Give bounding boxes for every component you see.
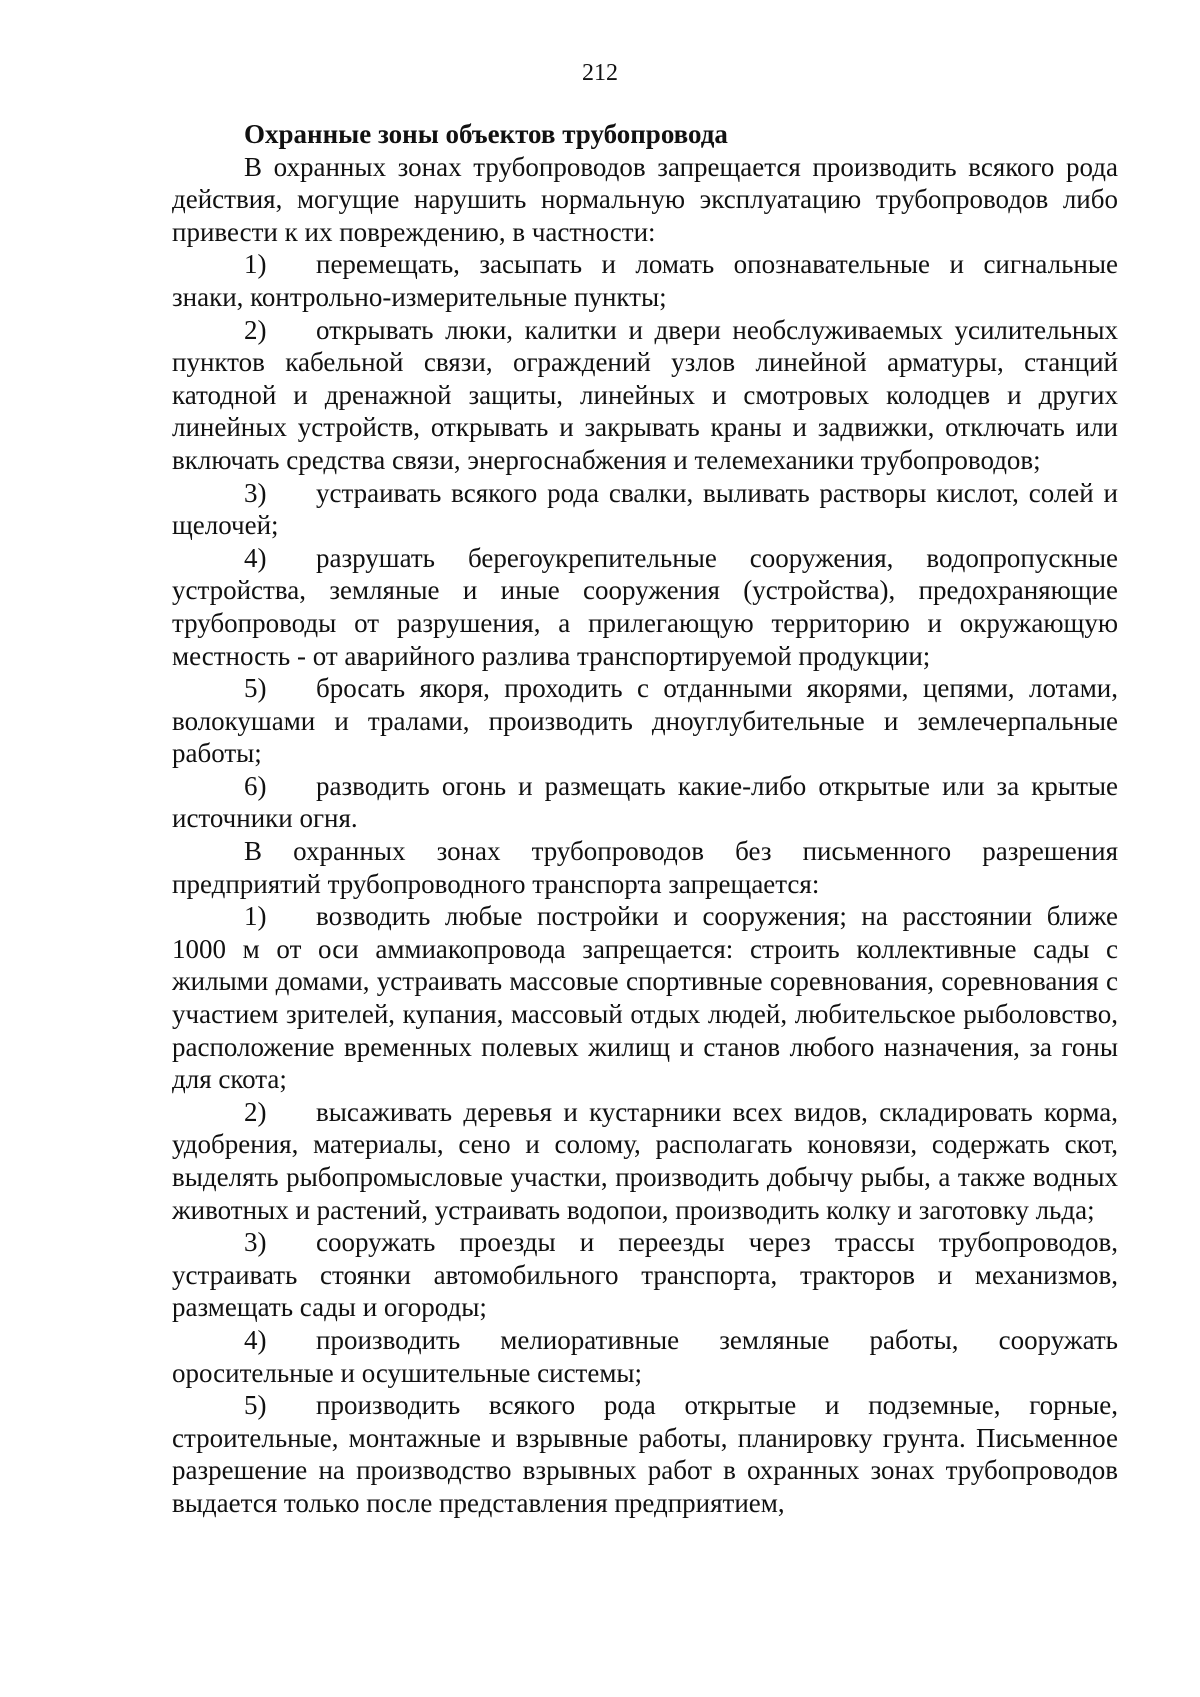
list-item-text: высаживать деревья и кустарники всех видов, складировать корма, удобрения, материалы, сено и солому, располагать коновязи, содержать скот, выделять рыбопромысловые участки, производить добычу рыбы, а также водных животных и растений, устраивать водопои, производить колку и заготовку льда; [172,1096,1118,1225]
page-content [172,118,1118,1520]
list1-item [172,770,1118,835]
list-item-text: бросать якоря, проходить с отданными якорями, цепями, лотами, волокушами и тралами, производить дноуглубительные и землечерпальные работы; [172,673,1118,769]
list2-item [172,1389,1118,1519]
list-item-text: разрушать берегоукрепительные сооружения, водопропускные устройства, земляные и иные сооружения (устройства), предохраняющие трубопроводы от разрушения, а прилегающую территорию и окружающую местность - от аварийного разлива транспортируемой продукции; [172,542,1118,671]
list1-item [172,477,1118,542]
list-item-text: устраивать всякого рода свалки, выливать растворы кислот, солей и щелочей; [172,477,1118,541]
list2-item [172,1096,1118,1226]
intro-paragraph-2: В охранных зонах трубопроводов без письменного разрешения предприятий трубопроводного транспорта запрещается: [172,836,1118,899]
list-item-text: сооружать проезды и переезды через трассы трубопроводов, устраивать стоянки автомобильного транспорта, тракторов и механизмов, размещать сады и огороды; [172,1227,1118,1323]
list-item-number: 5) [244,1390,267,1421]
page-number: 212 [582,60,618,86]
list-item-text: перемещать, засыпать и ломать опознавательные и сигнальные знаки, контрольно-измерительные пункты; [172,249,1118,312]
list-item-text: производить мелиоративные земляные работы, сооружать оросительные и осушительные системы; [172,1324,1118,1388]
list1-item [172,672,1118,770]
list-item-number: 1) [244,249,267,280]
list2-item [172,900,1118,1096]
list1-item [172,314,1118,477]
list-item-number: 5) [244,673,267,704]
intro-paragraph-1: В охранных зонах трубопроводов запрещается производить всякого рода действия, могущие нарушить нормальную эксплуатацию трубопроводов либо привести к их повреждению, в частности: [172,151,1118,247]
list-item-number: 3) [244,477,267,508]
list-item-text: открывать люки, калитки и двери необслуживаемых усилительных пунктов кабельной связи, ограждений узлов линейной арматуры, станций катодной и дренажной защиты, линейных и смотровых колодцев и других линейных устройств, открывать и закрывать краны и задвижки, отключать или включать средства связи, энергоснабжения и телемеханики трубопроводов; [172,314,1118,475]
list-item-number: 4) [244,542,267,573]
list-item-text: производить всякого рода открытые и подземные, горные, строительные, монтажные и взрывные работы, планировку грунта. Письменное разрешение на производство взрывных работ в охранных зонах трубопроводов выдается только после представления предприятием, [172,1390,1118,1518]
list-item-text: возводить любые постройки и сооружения; на расстоянии ближе 1000 м от оси аммиакопровода запрещается: строить коллективные сады с жилыми домами, устраивать массовые спортивные соревнования, соревнования с участием зрителей, купания, массовый отдых людей, любительское рыболовство, расположение временных полевых жилищ и станов любого назначения, за гоны для скота; [172,901,1118,1095]
list-item-number: 2) [244,314,267,345]
list-item-number: 2) [244,1096,267,1127]
list-item-number: 1) [244,901,267,932]
list-item-text: разводить огонь и размещать какие-либо открытые или за крытые источники огня. [172,770,1118,834]
list-item-number: 3) [244,1227,267,1258]
list1-item [172,248,1118,313]
list2-item [172,1324,1118,1389]
list2-item [172,1226,1118,1324]
list-item-number: 6) [244,770,267,801]
section-heading: Охранные зоны объектов трубопровода [244,119,728,149]
list1-item [172,542,1118,672]
list-item-number: 4) [244,1324,267,1355]
